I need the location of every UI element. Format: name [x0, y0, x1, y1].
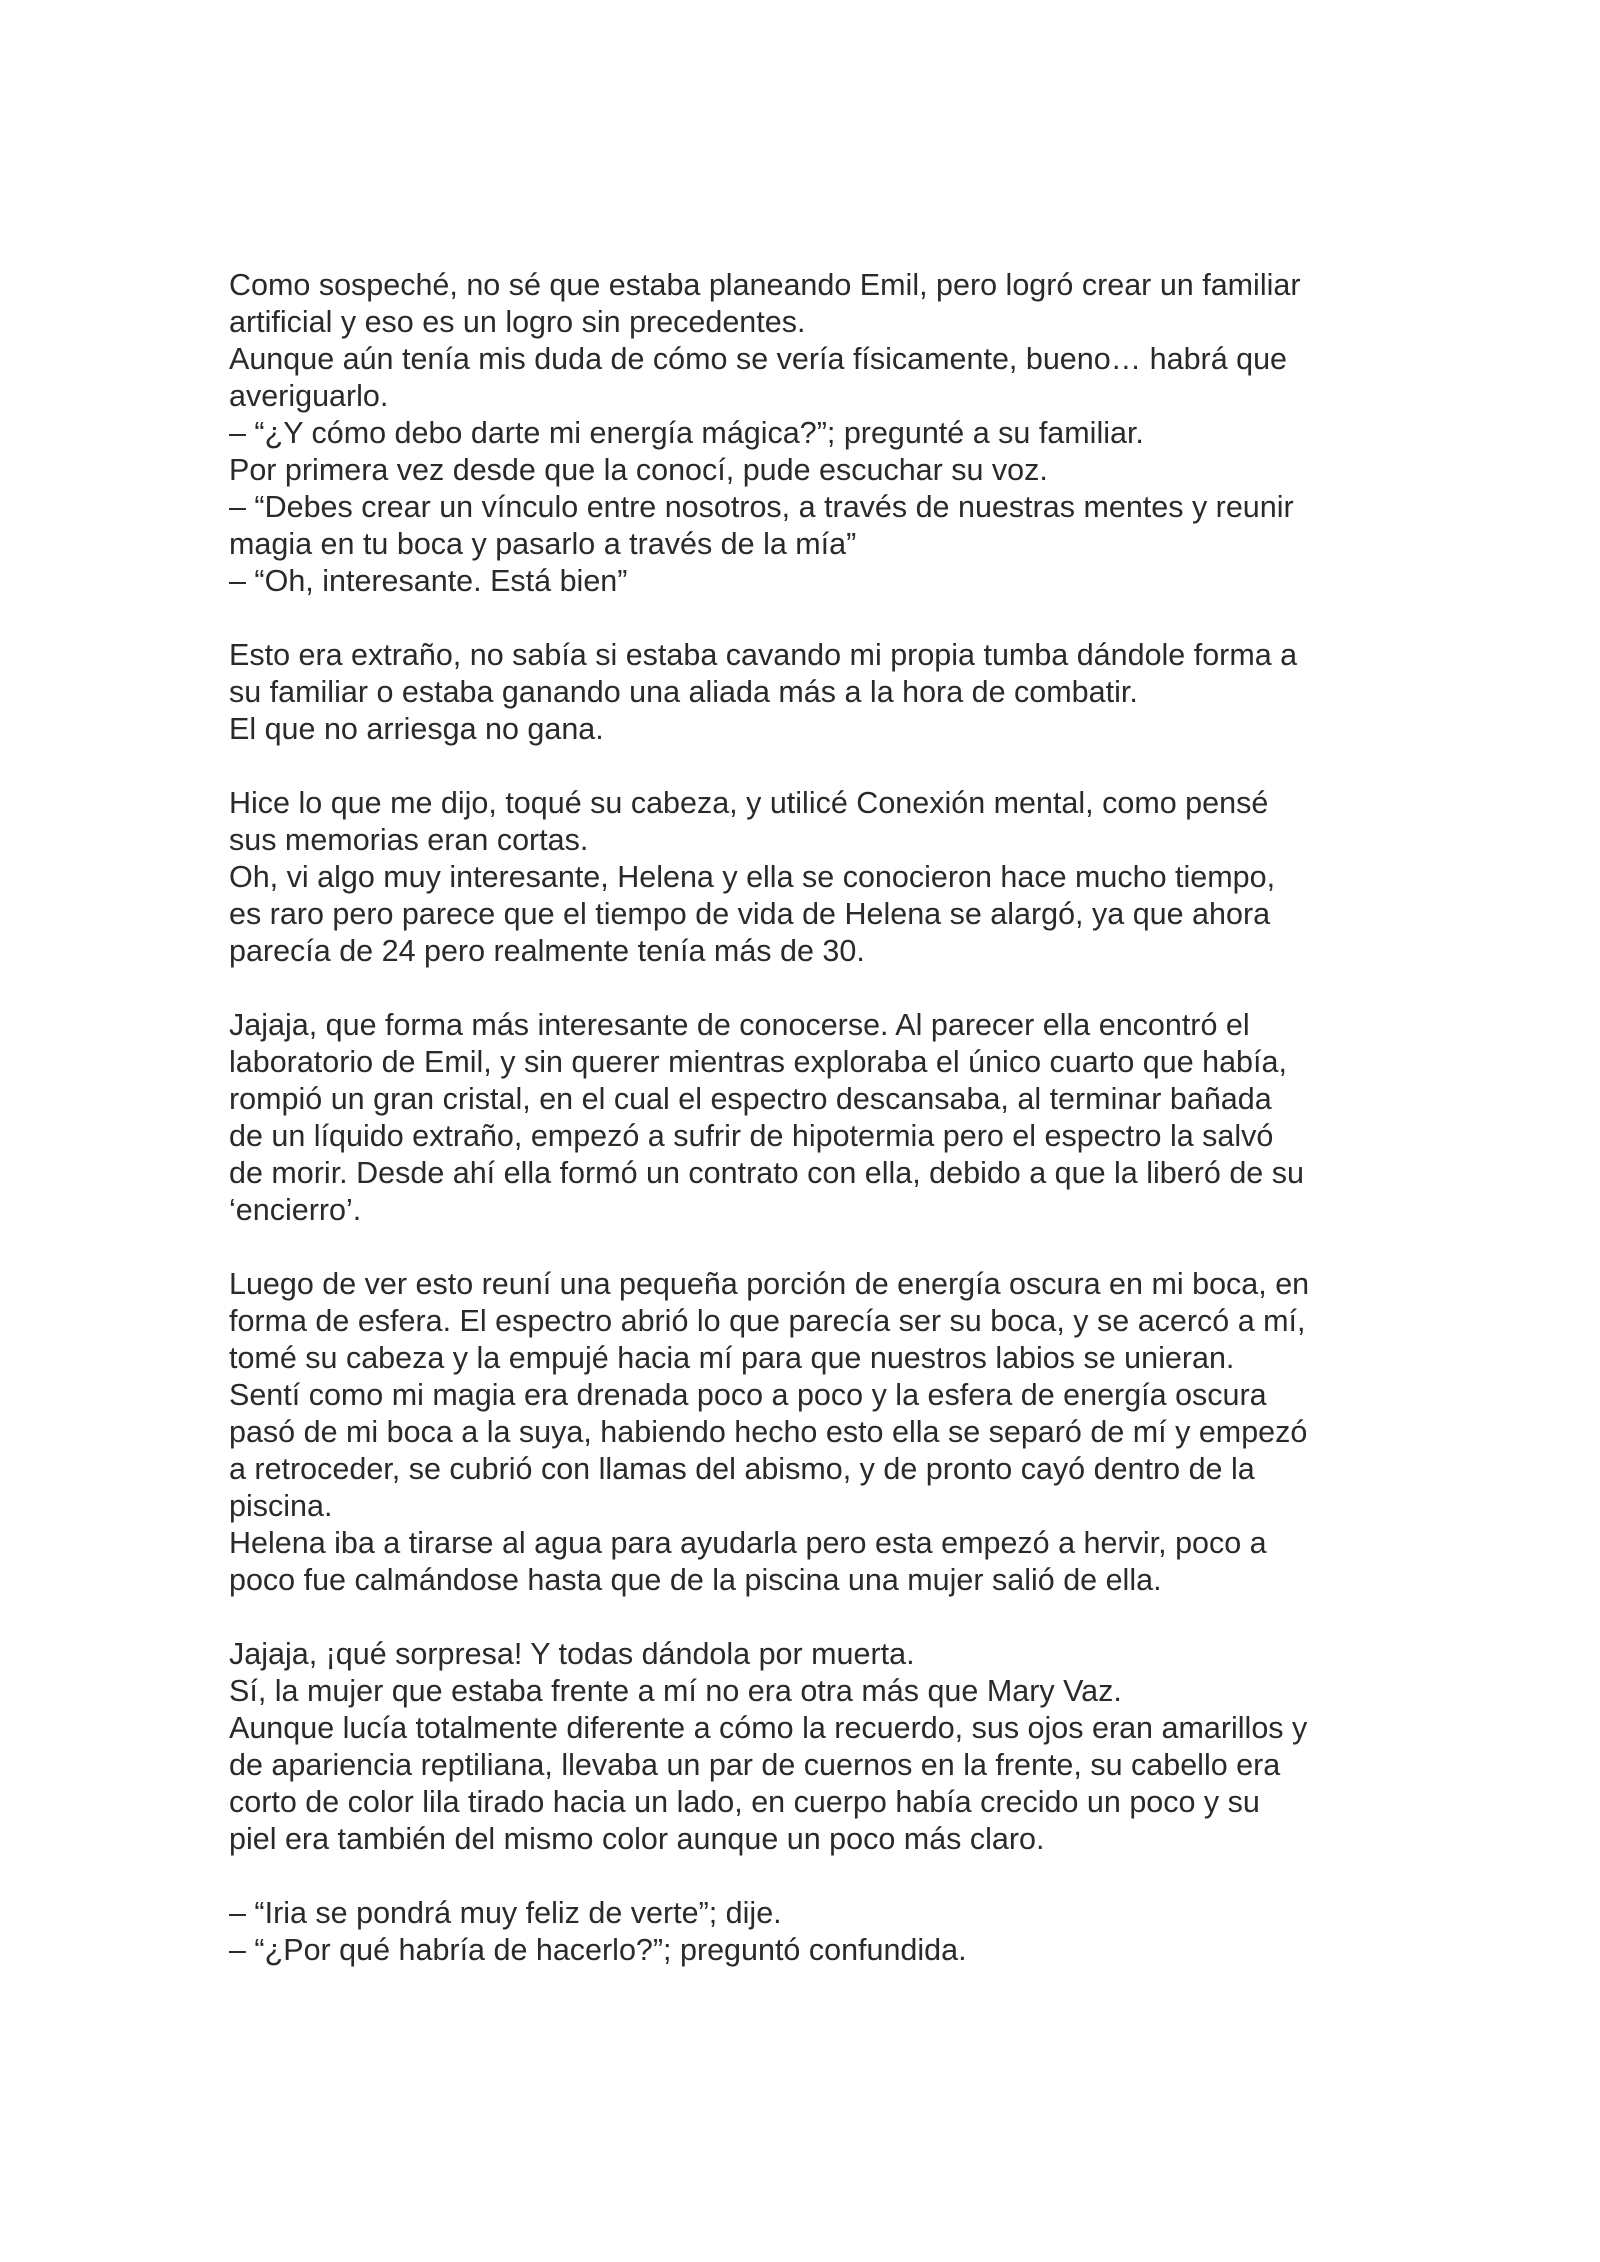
text-line: de un líquido extraño, empezó a sufrir de hipotermia pero el espectro la salvó: [229, 1119, 1274, 1153]
paragraph-4: [229, 1007, 1379, 1229]
paragraph-3: [229, 785, 1379, 970]
text-line: de apariencia reptiliana, llevaba un par de cuernos en la frente, su cabello era: [229, 1748, 1281, 1782]
text-line: parecía de 24 pero realmente tenía más de 30.: [229, 934, 865, 968]
text-line: es raro pero parece que el tiempo de vida de Helena se alargó, ya que ahora: [229, 897, 1271, 931]
text-line: corto de color lila tirado hacia un lado, en cuerpo había crecido un poco y su: [229, 1785, 1260, 1819]
text-line: a retroceder, se cubrió con llamas del abismo, y de pronto cayó dentro de la: [229, 1452, 1255, 1486]
text-line: artificial y eso es un logro sin precedentes.: [229, 305, 806, 339]
text-line: tomé su cabeza y la empujé hacia mí para que nuestros labios se unieran.: [229, 1341, 1235, 1375]
text-line: laboratorio de Emil, y sin querer mientras exploraba el único cuarto que había,: [229, 1045, 1287, 1079]
text-line: piel era también del mismo color aunque un poco más claro.: [229, 1822, 1045, 1856]
document-body: [229, 267, 1379, 1969]
text-line: piscina.: [229, 1489, 333, 1523]
paragraph-2: [229, 637, 1379, 748]
text-line: – “¿Por qué habría de hacerlo?”; preguntó confundida.: [229, 1933, 967, 1967]
text-line: Esto era extraño, no sabía si estaba cavando mi propia tumba dándole forma a: [229, 638, 1298, 672]
text-line: averiguarlo.: [229, 379, 389, 413]
paragraph-7: [229, 1895, 1379, 1969]
paragraph-1: [229, 267, 1379, 600]
text-line: magia en tu boca y pasarlo a través de la mía”: [229, 527, 857, 561]
text-line: – “Debes crear un vínculo entre nosotros, a través de nuestras mentes y reunir: [229, 490, 1294, 524]
text-line: pasó de mi boca a la suya, habiendo hecho esto ella se separó de mí y empezó: [229, 1415, 1308, 1449]
text-line: – “Iria se pondrá muy feliz de verte”; dije.: [229, 1896, 782, 1930]
text-line: Jajaja, que forma más interesante de conocerse. Al parecer ella encontró el: [229, 1008, 1250, 1042]
text-line: rompió un gran cristal, en el cual el espectro descansaba, al terminar bañada: [229, 1082, 1272, 1116]
text-line: sus memorias eran cortas.: [229, 823, 589, 857]
text-line: Aunque lucía totalmente diferente a cómo la recuerdo, sus ojos eran amarillos y: [229, 1711, 1308, 1745]
text-line: su familiar o estaba ganando una aliada más a la hora de combatir.: [229, 675, 1138, 709]
text-line: Sentí como mi magia era drenada poco a poco y la esfera de energía oscura: [229, 1378, 1267, 1412]
text-line: Jajaja, ¡qué sorpresa! Y todas dándola por muerta.: [229, 1637, 915, 1671]
text-line: Helena iba a tirarse al agua para ayudarla pero esta empezó a hervir, poco a: [229, 1526, 1267, 1560]
text-line: – “Oh, interesante. Está bien”: [229, 564, 628, 598]
paragraph-5: [229, 1266, 1379, 1599]
text-line: Oh, vi algo muy interesante, Helena y ella se conocieron hace mucho tiempo,: [229, 860, 1276, 894]
text-line: Aunque aún tenía mis duda de cómo se vería físicamente, bueno… habrá que: [229, 342, 1288, 376]
text-line: de morir. Desde ahí ella formó un contrato con ella, debido a que la liberó de su: [229, 1156, 1304, 1190]
text-line: – “¿Y cómo debo darte mi energía mágica?”; pregunté a su familiar.: [229, 416, 1144, 450]
text-line: poco fue calmándose hasta que de la piscina una mujer salió de ella.: [229, 1563, 1162, 1597]
text-line: Hice lo que me dijo, toqué su cabeza, y utilicé Conexión mental, como pensé: [229, 786, 1269, 820]
text-line: El que no arriesga no gana.: [229, 712, 604, 746]
text-line: Luego de ver esto reuní una pequeña porción de energía oscura en mi boca, en: [229, 1267, 1310, 1301]
text-line: forma de esfera. El espectro abrió lo que parecía ser su boca, y se acercó a mí,: [229, 1304, 1306, 1338]
text-line: Por primera vez desde que la conocí, pude escuchar su voz.: [229, 453, 1048, 487]
text-line: ‘encierro’.: [229, 1193, 362, 1227]
paragraph-6: [229, 1636, 1379, 1858]
text-line: Como sospeché, no sé que estaba planeando Emil, pero logró crear un familiar: [229, 268, 1301, 302]
text-line: Sí, la mujer que estaba frente a mí no era otra más que Mary Vaz.: [229, 1674, 1122, 1708]
